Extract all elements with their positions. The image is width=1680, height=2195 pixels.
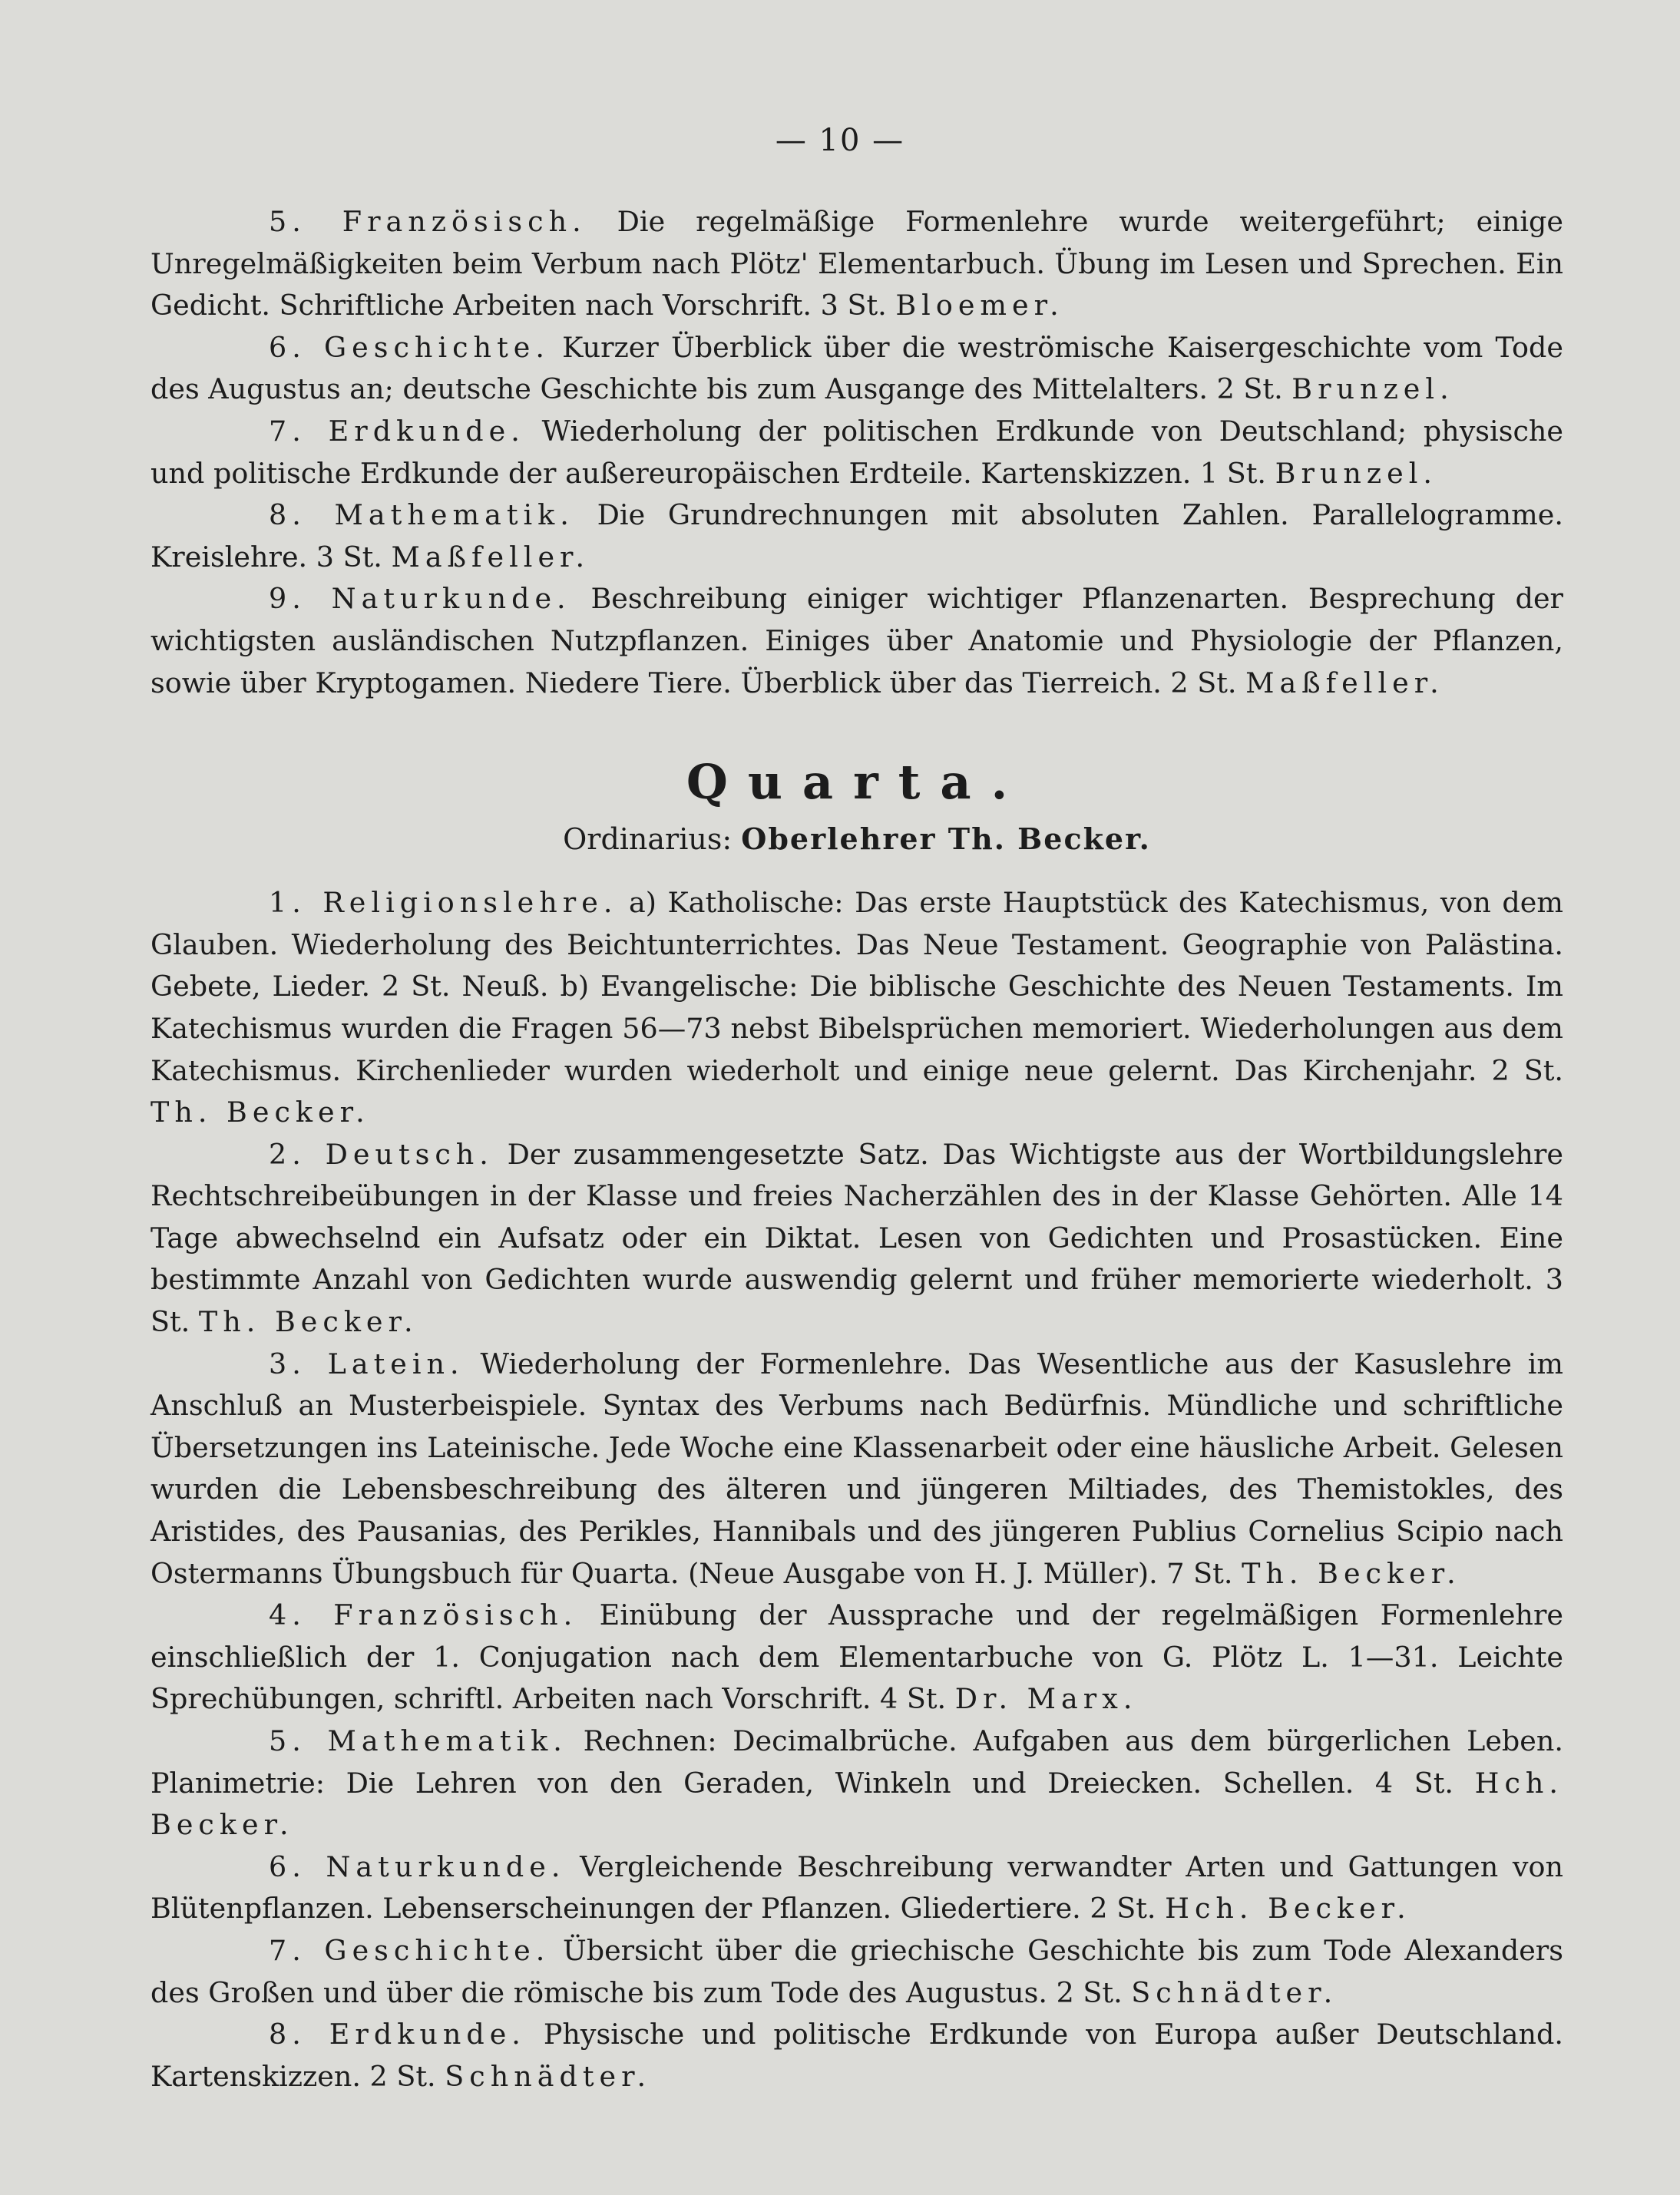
subject-heading: 5. Mathematik.: [269, 1724, 567, 1757]
subject-heading: 2. Deutsch.: [269, 1137, 494, 1171]
subject-heading: 9. Naturkunde.: [269, 582, 571, 616]
paragraph-latein: [150, 1344, 1563, 1595]
paragraph-naturkunde-quarta: [150, 1846, 1563, 1930]
teacher-name: Maßfeller.: [1245, 666, 1444, 699]
paragraph-text: Beschreibung einiger wichtiger Pflanzenarten. Besprechung der wichtigsten ausländischen Nutzpflanzen. Einiges über Anatomie und Physiologie der Pflanzen, sowie über Kryptogamen. Niedere Tiere. Überblick über das Tierreich. 2 St.: [150, 582, 1564, 699]
page-content: [150, 201, 1563, 2097]
paragraph-geschichte-quarta: [150, 1930, 1563, 2014]
teacher-name: Hch. Becker.: [150, 1766, 1564, 1842]
teacher-name: Schnädter.: [445, 2059, 652, 2093]
teacher-name: Maßfeller.: [391, 540, 590, 574]
subject-heading: 7. Geschichte.: [269, 1933, 551, 1967]
paragraph-text: a) Katholische: Das erste Hauptstück des Katechismus, von dem Glauben. Wiederholung des Beichtunterrichtes. Das Neue Testament. Geographie von Palästina. Gebete, Lieder. 2 St. Neuß. b) Evangelische: Die biblische Geschichte des Neuen Testaments. Im Katechismus wurden die Fragen 56—73 nebst Bibelsprüchen memoriert. Wiederholungen aus dem Katechismus. Kirchenlieder wurden wiederholt und einige neue gelernt. Das Kirchenjahr. 2 St.: [150, 886, 1564, 1087]
teacher-name: Bloemer.: [895, 289, 1064, 322]
paragraph-religionslehre: [150, 882, 1563, 1134]
section-title: Quarta.: [686, 754, 1028, 811]
subject-heading: 6. Geschichte.: [269, 330, 550, 364]
paragraph-text: Übersicht über die griechische Geschichte bis zum Tode Alexanders des Großen und über die römische bis zum Tode des Augustus. 2 St.: [150, 1933, 1563, 2009]
paragraph-text: Die regelmäßige Formenlehre wurde weitergeführt; einige Unregelmäßigkeiten beim Verbum nach Plötz' Elementarbuch. Übung im Lesen und Sprechen. Ein Gedicht. Schriftliche Arbeiten nach Vorschrift. 3 St.: [150, 205, 1563, 322]
paragraph-text: Physische und politische Erdkunde von Europa außer Deutschland. Kartenskizzen. 2 St.: [150, 2018, 1563, 2093]
paragraph-text: Die Grundrechnungen mit absoluten Zahlen. Parallelogramme. Kreislehre. 3 St.: [150, 498, 1563, 574]
teacher-name: Brunzel.: [1275, 456, 1438, 490]
page-number: — 10 —: [775, 123, 905, 158]
paragraph-naturkunde: [150, 578, 1563, 704]
paragraph-deutsch: [150, 1134, 1563, 1344]
paragraph-erdkunde: [150, 411, 1563, 494]
paragraph-erdkunde-quarta: [150, 2014, 1563, 2097]
subject-heading: 3. Latein.: [269, 1347, 465, 1380]
teacher-name: Schnädter.: [1131, 1975, 1338, 2009]
teacher-name: Hch. Becker.: [1165, 1892, 1411, 1926]
paragraph-text: Einübung der Aussprache und der regelmäßigen Formenlehre einschließlich der 1. Conjugation nach dem Elementarbuche von G. Plötz L. 1—31. Leichte Sprechübungen, schriftl. Arbeiten nach Vorschrift. 4 St.: [150, 1598, 1563, 1716]
paragraph-text: Wiederholung der Formenlehre. Das Wesentliche aus der Kasuslehre im Anschluß an Musterbeispiele. Syntax des Verbums nach Bedürfnis. Mündliche und schriftliche Übersetzungen ins Lateinische. Jede Woche eine Klassenarbeit oder eine häusliche Arbeit. Gelesen wurden die Lebensbeschreibung des älteren und jüngeren Miltiades, des Themistokles, des Aristides, des Pausanias, des Perikles, Hannibals und des jüngeren Publius Cornelius Scipio nach Ostermanns Übungsbuch für Quarta. (Neue Ausgabe von H. J. Müller). 7 St.: [150, 1347, 1564, 1590]
teacher-name: Brunzel.: [1291, 372, 1454, 406]
teacher-name: Dr. Marx.: [954, 1682, 1138, 1716]
subject-heading: 4. Französisch.: [269, 1598, 578, 1632]
teacher-name: Th. Becker.: [1242, 1556, 1461, 1590]
paragraph-franzoesisch: [150, 201, 1563, 327]
subject-heading: 1. Religionslehre.: [269, 886, 618, 920]
paragraph-text: Kurzer Überblick über die weströmische Kaisergeschichte vom Tode des Augustus an; deutsche Geschichte bis zum Ausgange des Mittelalters. 2 St.: [150, 330, 1563, 406]
paragraph-text: Der zusammengesetzte Satz. Das Wichtigste aus der Wortbildungslehre Rechtschreibeübungen in der Klasse und freies Nacherzählen des in der Klasse Gehörten. Alle 14 Tage abwechselnd ein Aufsatz oder ein Diktat. Lesen von Gedichten und Prosastücken. Eine bestimmte Anzahl von Gedichten wurde auswendig gelernt und früher memorierte wiederholt. 3 St.: [150, 1137, 1563, 1339]
paragraph-mathematik-quarta: [150, 1721, 1563, 1846]
paragraph-geschichte: [150, 327, 1563, 411]
paragraph-text: Wiederholung der politischen Erdkunde von Deutschland; physische und politische Erdkunde der außereuropäischen Erdteile. Kartenskizzen. 1 St.: [150, 414, 1563, 490]
ordinarius-name: Oberlehrer Th. Becker.: [741, 821, 1151, 857]
subject-heading: 8. Mathematik.: [269, 498, 574, 532]
paragraph-text: Rechnen: Decimalbrüche. Aufgaben aus dem bürgerlichen Leben. Planimetrie: Die Lehren von den Geraden, Winkeln und Dreiecken. Schellen. 4 St.: [150, 1724, 1563, 1800]
ordinarius-line: [150, 816, 1563, 862]
subject-heading: 6. Naturkunde.: [269, 1850, 566, 1883]
ordinarius-label: Ordinarius:: [563, 822, 733, 857]
teacher-name: Th. Becker.: [198, 1305, 418, 1339]
subject-heading: 5. Französisch.: [269, 205, 587, 238]
paragraph-text: Vergleichende Beschreibung verwandter Arten und Gattungen von Blütenpflanzen. Lebenserscheinungen der Pflanzen. Gliedertiere. 2 St.: [150, 1850, 1563, 1926]
paragraph-franzoesisch-quarta: [150, 1595, 1563, 1721]
teacher-name: Th. Becker.: [150, 1096, 370, 1129]
subject-heading: 7. Erdkunde.: [269, 414, 525, 448]
paragraph-mathematik: [150, 494, 1563, 578]
subject-heading: 8. Erdkunde.: [269, 2018, 526, 2051]
